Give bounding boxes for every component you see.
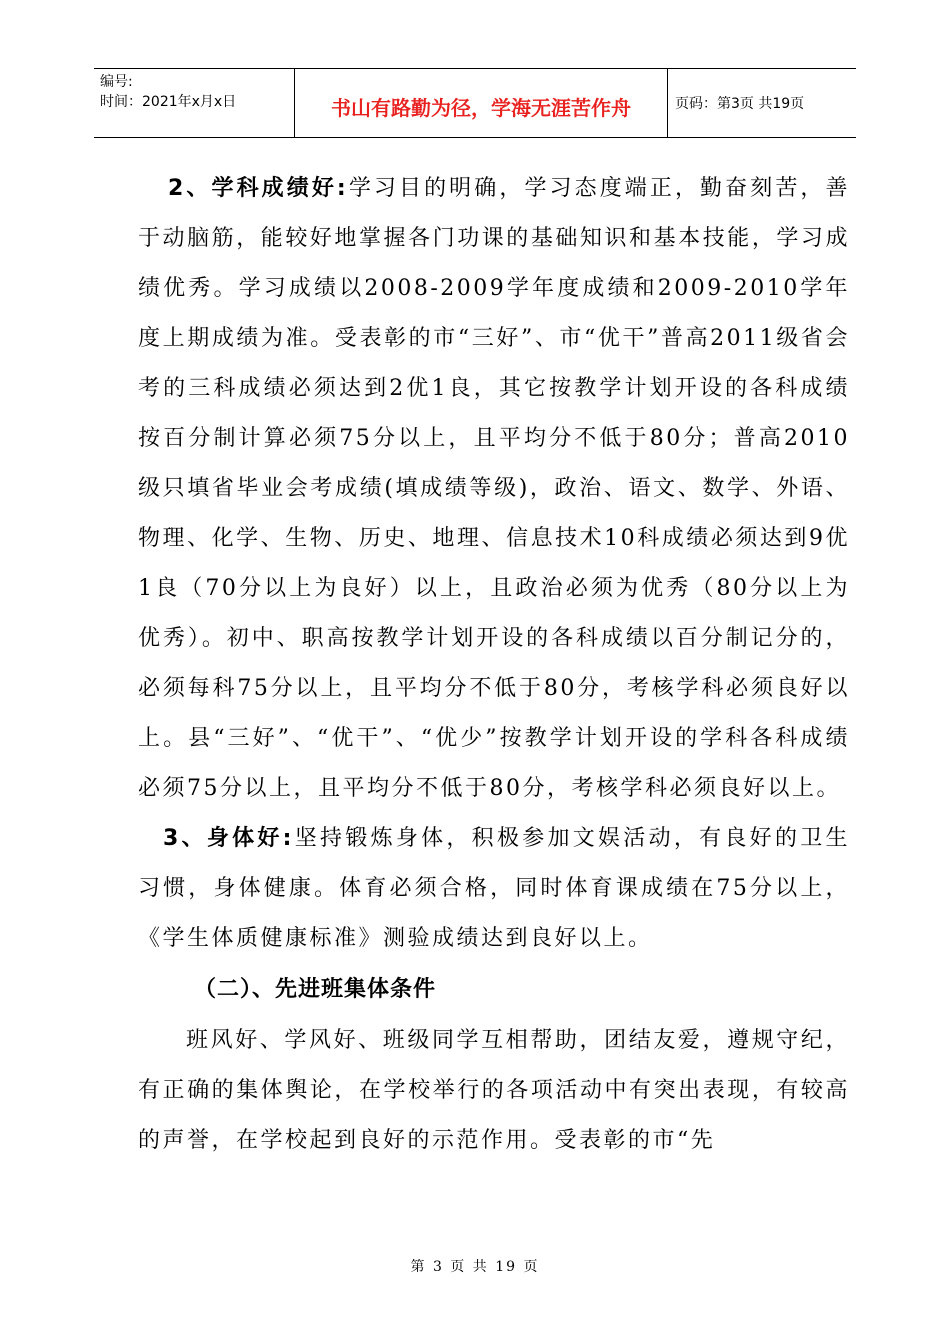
paragraph-academic [138,164,850,814]
page-footer: 第 3 页 共 19 页 [410,1259,540,1275]
heading-academic: 2、学科成绩好: [168,176,349,201]
document-number-label: 编号: [100,74,133,90]
header-meta-cell [94,69,294,137]
header-motto-cell [294,69,668,137]
paragraph-class-conditions: 班风好、学风好、班级同学互相帮助，团结友爱，遵规守纪，有正确的集体舆论，在学校举行的各项活动中有突出表现，有较高的声誉，在学校起到良好的示范作用。受表彰的市“先 [138,1028,850,1153]
document-time-label: 时间：2021年x月x日 [100,94,237,110]
text-academic: 学习目的明确，学习态度端正，勤奋刻苦，善于动脑筋，能较好地掌握各门功课的基础知识和基本技能，学习成绩优秀。学习成绩以2008-2009学年度成绩和2009-2010学年度上期成绩为准。受表彰的市“三好”、市“优干”普高2011级省会考的三科成绩必须达到2优1良，其它按教学计划开设的各科成绩按百分制计算必须75分以上，且平均分不低于80分；普高2010级只填省毕业会考成绩(填成绩等级)，政治、语文、数学、外语、物理、化学、生物、历史、地理、信息技术10科成绩必须达到9优1良（70分以上为良好）以上，且政治必须为优秀（80分以上为优秀）。初中、职高按教学计划开设的各科成绩以百分制记分的，必须每科75分以上，且平均分不低于80分，考核学科必须良好以上。县“三好”、“优干”、“优少”按教学计划开设的学科各科成绩必须75分以上，且平均分不低于80分，考核学科必须良好以上。 [138,176,850,801]
text-health: 坚持锻炼身体，积极参加文娱活动，有良好的卫生习惯，身体健康。体育必须合格，同时体育课成绩在75分以上，《学生体质健康标准》测验成绩达到良好以上。 [138,826,850,951]
heading-health: 3、身体好: [163,826,294,851]
paragraph-health [138,814,850,964]
header-page-info: 页码：第3页 共19页 [675,96,805,112]
header-page-cell [667,69,856,137]
header-motto: 书山有路勤为径，学海无涯苦作舟 [331,96,631,120]
section-heading: （二）、先进班集体条件 [194,977,437,1002]
header-table [94,68,856,138]
document-body [138,164,850,1166]
